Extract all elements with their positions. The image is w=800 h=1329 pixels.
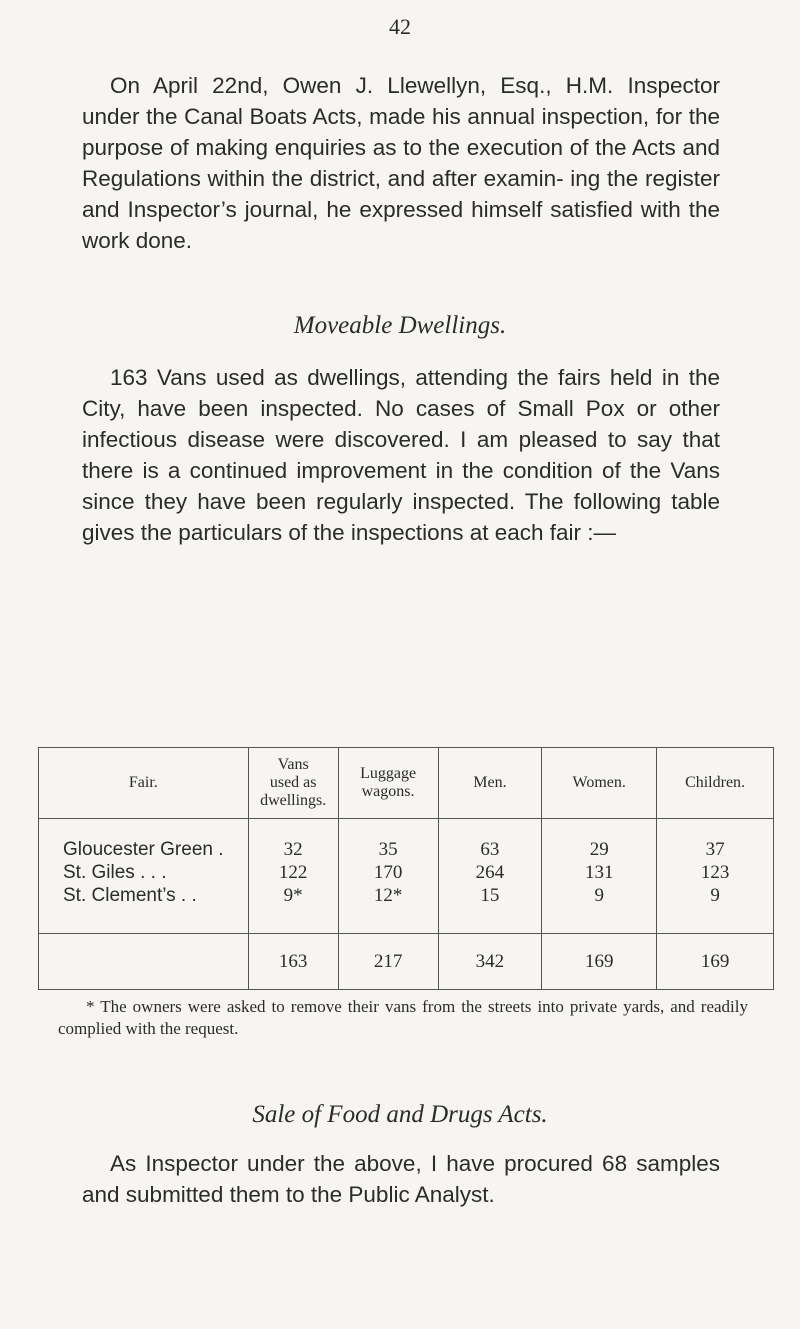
footnote-text: * The owners were asked to remove their vans from the streets into private yards, and readily complied with the request. <box>58 997 748 1038</box>
fairs-table <box>38 747 774 990</box>
men-count: 264 <box>438 861 542 884</box>
paragraph-vans <box>82 362 720 548</box>
total-children: 169 <box>657 934 774 990</box>
luggage-count: 12* <box>338 884 438 934</box>
header-women: Women. <box>542 748 657 819</box>
header-vans-line3: dwellings. <box>260 792 327 809</box>
luggage-count: 35 <box>338 819 438 862</box>
header-luggage-line2: wagons. <box>361 783 415 800</box>
paragraph-canal-boats-text: On April 22nd, Owen J. Llewellyn, Esq., H.M. Inspector under the Canal Boats Acts, made his annual inspection, for the purpose of making enquiries as to the execution of the Acts and Regulations within the district, and after examin- ing the register and Inspector’s journal, he expressed himself satisfied with the work done. <box>82 73 720 253</box>
paragraph-food-drugs-text: As Inspector under the above, I have procured 68 samples and submitted them to the Public Analyst. <box>82 1151 720 1207</box>
table-row <box>39 884 774 934</box>
men-count: 63 <box>438 819 542 862</box>
header-vans-line2: used as <box>269 774 317 791</box>
header-vans <box>248 748 338 819</box>
table-header-row <box>39 748 774 819</box>
header-luggage-line1: Luggage <box>360 765 417 782</box>
women-count: 9 <box>542 884 657 934</box>
table-row <box>39 861 774 884</box>
women-count: 131 <box>542 861 657 884</box>
children-count: 123 <box>657 861 774 884</box>
fair-name: Gloucester Green . <box>39 819 249 862</box>
fair-name: St. Clement’s . . <box>39 884 249 934</box>
total-women: 169 <box>542 934 657 990</box>
header-children: Children. <box>657 748 774 819</box>
men-count: 15 <box>438 884 542 934</box>
women-count: 29 <box>542 819 657 862</box>
heading-moveable-dwellings: Moveable Dwellings. <box>293 312 507 339</box>
vans-count: 9* <box>248 884 338 934</box>
paragraph-vans-text: 163 Vans used as dwellings, attending the fairs held in the City, have been inspected. No cases of Small Pox or other infectious disease were discovered. I am pleased to say that there is a continued improvement in the condition of the Vans since they have been regularly inspected. The following table gives the particulars of the inspections at each fair :— <box>82 365 720 545</box>
vans-count: 32 <box>248 819 338 862</box>
header-men: Men. <box>438 748 542 819</box>
total-label-cell <box>39 934 249 990</box>
header-vans-line1: Vans <box>277 756 309 773</box>
fair-name: St. Giles . . . <box>39 861 249 884</box>
table-total-row <box>39 934 774 990</box>
vans-count: 122 <box>248 861 338 884</box>
paragraph-canal-boats <box>82 70 720 256</box>
header-luggage <box>338 748 438 819</box>
children-count: 37 <box>657 819 774 862</box>
total-luggage: 217 <box>338 934 438 990</box>
total-men: 342 <box>438 934 542 990</box>
heading-food-drugs: Sale of Food and Drugs Acts. <box>252 1101 548 1128</box>
page-number: 42 <box>389 14 411 39</box>
total-vans: 163 <box>248 934 338 990</box>
footnote <box>58 996 748 1040</box>
luggage-count: 170 <box>338 861 438 884</box>
header-fair: Fair. <box>39 748 249 819</box>
children-count: 9 <box>657 884 774 934</box>
paragraph-food-drugs <box>82 1148 720 1210</box>
table-row <box>39 819 774 862</box>
